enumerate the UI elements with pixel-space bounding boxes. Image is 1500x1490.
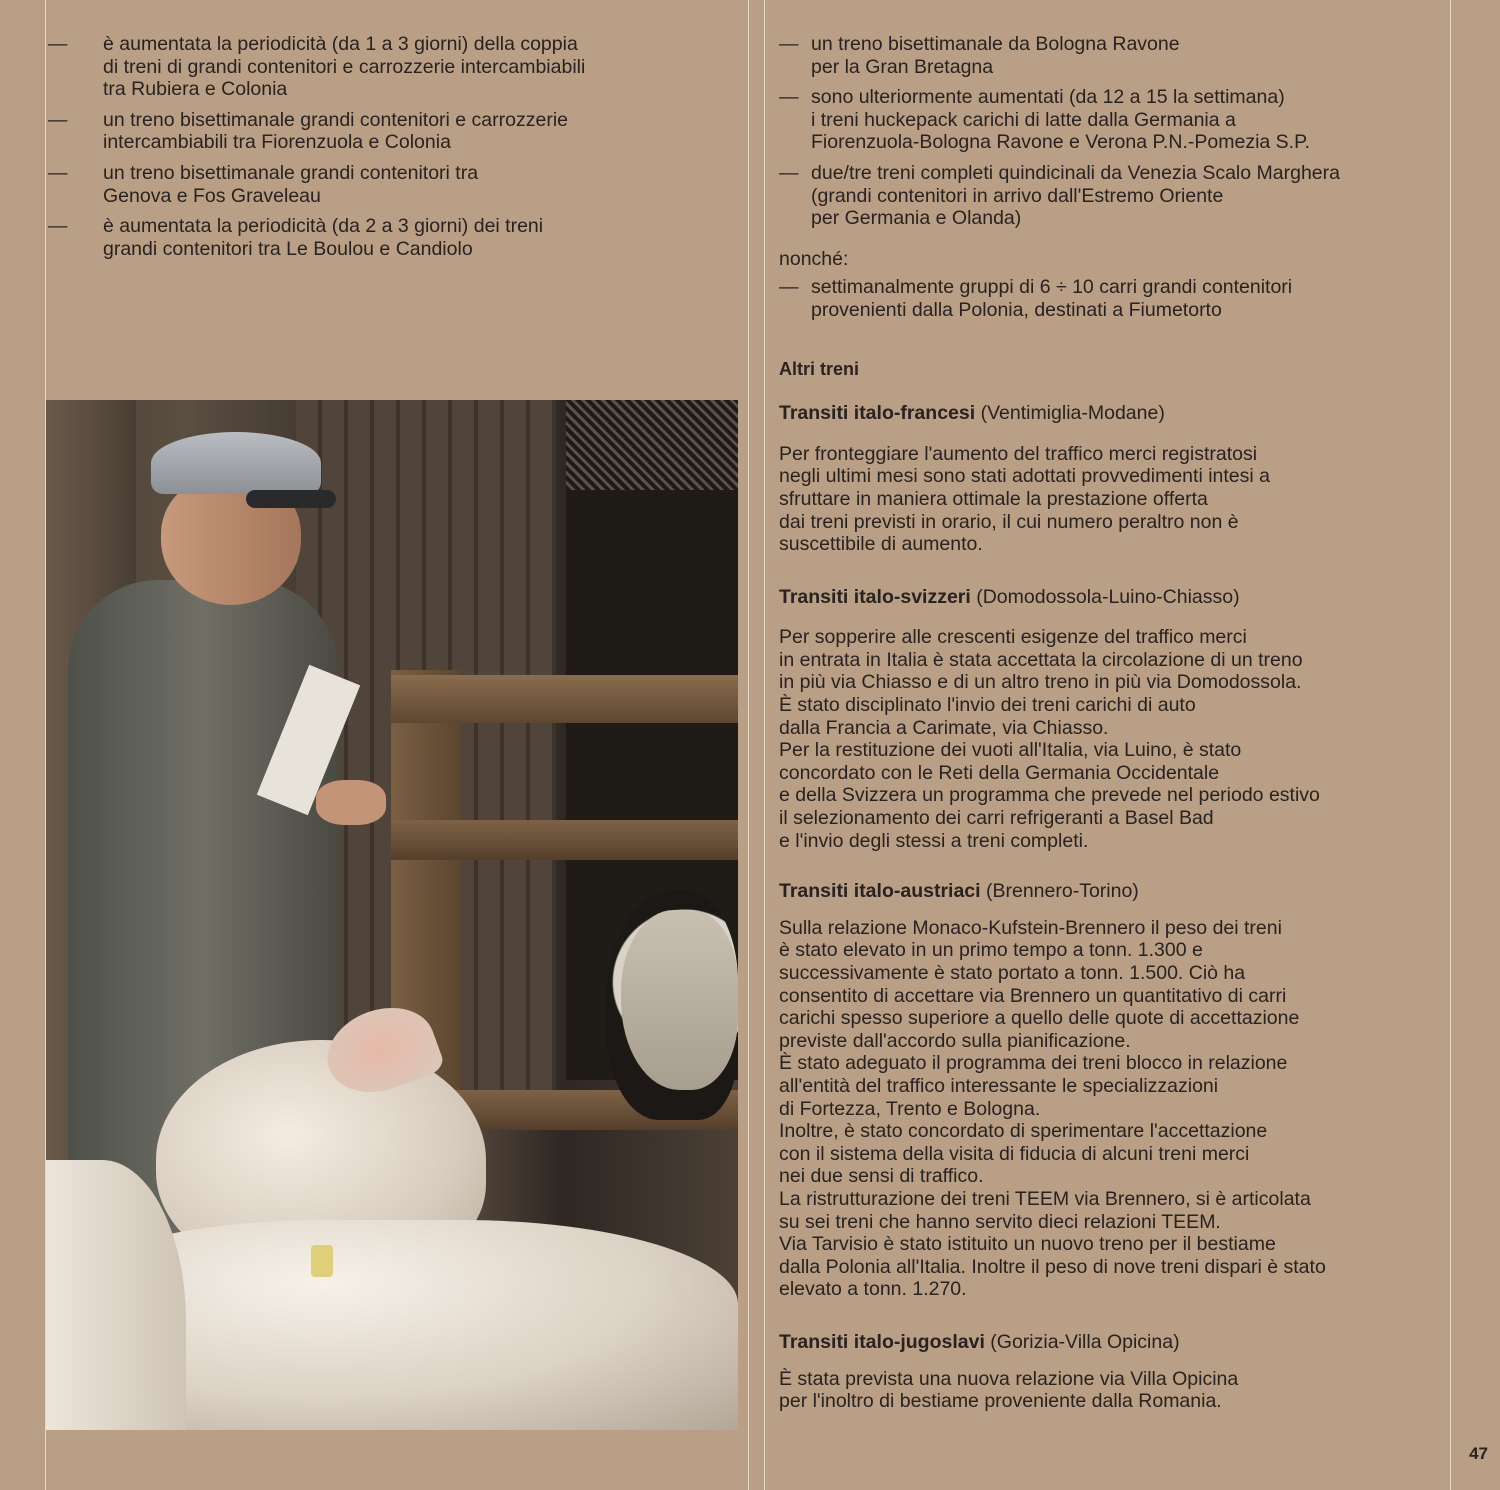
photo-fence-rail-top: [391, 675, 738, 723]
text-line: è aumentata la periodicità (da 2 a 3 giorni) dei treni: [103, 215, 544, 238]
text-line: Per la restituzione dei vuoti all'Italia, via Luino, è stato: [779, 739, 1242, 762]
photo-calf-head-right: [621, 910, 738, 1090]
bullet-dash: —: [779, 276, 799, 299]
text-line: per l'inoltro di bestiame proveniente dalla Romania.: [779, 1390, 1222, 1413]
section-heading-text: Transiti italo-jugoslavi: [779, 1330, 985, 1353]
text-line: negli ultimi mesi sono stati adottati provvedimenti intesi a: [779, 465, 1270, 488]
left-bullet-3: [48, 162, 738, 207]
page-number: 47: [1469, 1444, 1488, 1463]
bullet-dash: —: [48, 161, 68, 184]
text-line: un treno bisettimanale grandi contenitori tra: [103, 161, 479, 184]
text-line: di Fortezza, Trento e Bologna.: [779, 1097, 1041, 1120]
photo-ear-tag: [311, 1245, 333, 1277]
text-line: in più via Chiasso e di un altro treno in più via Domodossola.: [779, 671, 1302, 694]
text-line: con il sistema della visita di fiducia di alcuni treni merci: [779, 1142, 1250, 1165]
right-bullet-4: [779, 276, 1444, 321]
section-body-francesi: [779, 443, 1444, 556]
text-line: La ristrutturazione dei treni TEEM via Brennero, si è articolata: [779, 1187, 1311, 1210]
photo-man-hand: [316, 780, 386, 825]
text-line: dalla Polonia all'Italia. Inoltre il peso di nove treni dispari è stato: [779, 1255, 1326, 1278]
text-line: un treno bisettimanale grandi contenitori e carrozzerie: [103, 108, 569, 131]
section-heading-jugoslavi: [779, 1331, 1444, 1354]
text-line: i treni huckepack carichi di latte dalla Germania a: [811, 108, 1236, 131]
section-heading-sub: (Ventimiglia-Modane): [980, 402, 1165, 425]
text-line: Genova e Fos Graveleau: [103, 184, 321, 207]
bullet-dash: —: [779, 33, 799, 55]
text-line: in entrata in Italia è stata accettata la circolazione di un treno: [779, 648, 1303, 671]
column-rule-center-a: [748, 0, 749, 1490]
text-line: dalla Francia a Carimate, via Chiasso.: [779, 716, 1109, 739]
text-line: È stato adeguato il programma dei treni blocco in relazione: [779, 1052, 1288, 1075]
text-line: per la Gran Bretagna: [811, 55, 994, 78]
text-line: concordato con le Reti della Germania Occidentale: [779, 761, 1220, 784]
text-line: sfruttare in maniera ottimale la prestazione offerta: [779, 487, 1208, 510]
text-line: per Germania e Olanda): [811, 207, 1022, 230]
text-line: di treni di grandi contenitori e carrozzerie intercambiabili: [103, 55, 586, 78]
text-line: intercambiabili tra Fiorenzuola e Colonia: [103, 131, 451, 154]
text-line: Via Tarvisio è stato istituito un nuovo treno per il bestiame: [779, 1233, 1276, 1256]
text-line: è aumentata la periodicità (da 1 a 3 giorni) della coppia: [103, 33, 578, 55]
bullet-dash: —: [48, 215, 68, 238]
text-line: (grandi contenitori in arrivo dall'Estremo Oriente: [811, 184, 1224, 207]
text-line: un treno bisettimanale da Bologna Ravone: [811, 33, 1180, 55]
column-rule-right: [1450, 0, 1451, 1490]
text-line: È stata prevista una nuova relazione via Villa Opicina: [779, 1367, 1239, 1390]
text-line: Sulla relazione Monaco-Kufstein-Brennero il peso dei treni: [779, 916, 1282, 939]
column-rule-center-b: [764, 0, 765, 1490]
text-line: il selezionamento dei carri refrigeranti a Basel Bad: [779, 807, 1214, 830]
section-heading-text: Transiti italo-austriaci: [779, 880, 981, 903]
right-column: [779, 33, 1444, 1413]
section-heading-austriaci: [779, 880, 1444, 903]
right-bullet-3: [779, 162, 1444, 230]
bullet-dash: —: [779, 86, 799, 109]
section-heading-text: Transiti italo-svizzeri: [779, 585, 971, 608]
section-title-altri-treni: Altri treni: [779, 358, 860, 379]
text-line: Fiorenzuola-Bologna Ravone e Verona P.N.-Pomezia S.P.: [811, 131, 1311, 154]
section-body-jugoslavi: [779, 1368, 1444, 1413]
text-line: suscettibile di aumento.: [779, 533, 983, 556]
text-line: è stato elevato in un primo tempo a tonn. 1.300 e: [779, 939, 1203, 962]
text-line: consentito di accettare via Brennero un quantitativo di carri: [779, 984, 1287, 1007]
text-line: nei due sensi di traffico.: [779, 1165, 984, 1188]
right-bullet-2: [779, 86, 1444, 154]
text-line: successivamente è stato portato a tonn. 1.500. Ciò ha: [779, 962, 1246, 984]
text-line: elevato a tonn. 1.270.: [779, 1278, 967, 1301]
section-body-austriaci: [779, 917, 1444, 1301]
right-bullet-1: [779, 33, 1444, 78]
left-bullet-1: [48, 33, 738, 101]
text-line: grandi contenitori tra Le Boulou e Candiolo: [103, 237, 473, 260]
text-line: tra Rubiera e Colonia: [103, 78, 288, 101]
section-heading-text: Transiti italo-francesi: [779, 402, 976, 425]
text-line: su sei treni che hanno servito dieci relazioni TEEM.: [779, 1210, 1221, 1233]
text-line: Per fronteggiare l'aumento del traffico merci registratosi: [779, 442, 1258, 465]
text-line: carichi spesso superiore a quello delle quote di accettazione: [779, 1007, 1300, 1030]
section-heading-francesi: [779, 402, 1444, 425]
photo-inspector-with-calves: [46, 400, 738, 1430]
section-heading-sub: (Domodossola-Luino-Chiasso): [976, 585, 1240, 608]
photo-man-cap-visor: [246, 490, 336, 508]
section-body-svizzeri: [779, 626, 1444, 852]
nonche-label: nonché:: [779, 247, 849, 270]
text-line: È stato disciplinato l'invio dei treni carichi di auto: [779, 694, 1196, 717]
text-line: settimanalmente gruppi di 6 ÷ 10 carri grandi contenitori: [811, 276, 1293, 299]
text-line: all'entità del traffico interessante le specializzazioni: [779, 1074, 1219, 1097]
bullet-dash: —: [48, 33, 68, 55]
photo-fence-rail-mid: [391, 820, 738, 860]
left-bullet-2: [48, 109, 738, 154]
text-line: due/tre treni completi quindicinali da Venezia Scalo Marghera: [811, 161, 1340, 184]
section-heading-sub: (Gorizia-Villa Opicina): [990, 1330, 1180, 1353]
photo-man-cap: [151, 432, 321, 494]
text-line: sono ulteriormente aumentati (da 12 a 15 la settimana): [811, 86, 1285, 109]
section-heading-svizzeri: [779, 586, 1444, 609]
text-line: e l'invio degli stessi a treni completi.: [779, 829, 1089, 852]
text-line: e della Svizzera un programma che prevede nel periodo estivo: [779, 784, 1320, 807]
section-heading-sub: (Brennero-Torino): [985, 880, 1139, 903]
photo-mesh-window: [566, 400, 738, 490]
bullet-dash: —: [48, 108, 68, 131]
text-line: Inoltre, è stato concordato di sperimentare l'accettazione: [779, 1120, 1268, 1143]
text-line: provenienti dalla Polonia, destinati a Fiumetorto: [811, 298, 1222, 321]
left-column: [48, 33, 738, 268]
text-line: dai treni previsti in orario, il cui numero peraltro non è: [779, 510, 1239, 533]
left-bullet-4: [48, 215, 738, 260]
text-line: Per sopperire alle crescenti esigenze del traffico merci: [779, 626, 1247, 649]
bullet-dash: —: [779, 161, 799, 184]
text-line: previste dall'accordo sulla pianificazione.: [779, 1029, 1131, 1052]
